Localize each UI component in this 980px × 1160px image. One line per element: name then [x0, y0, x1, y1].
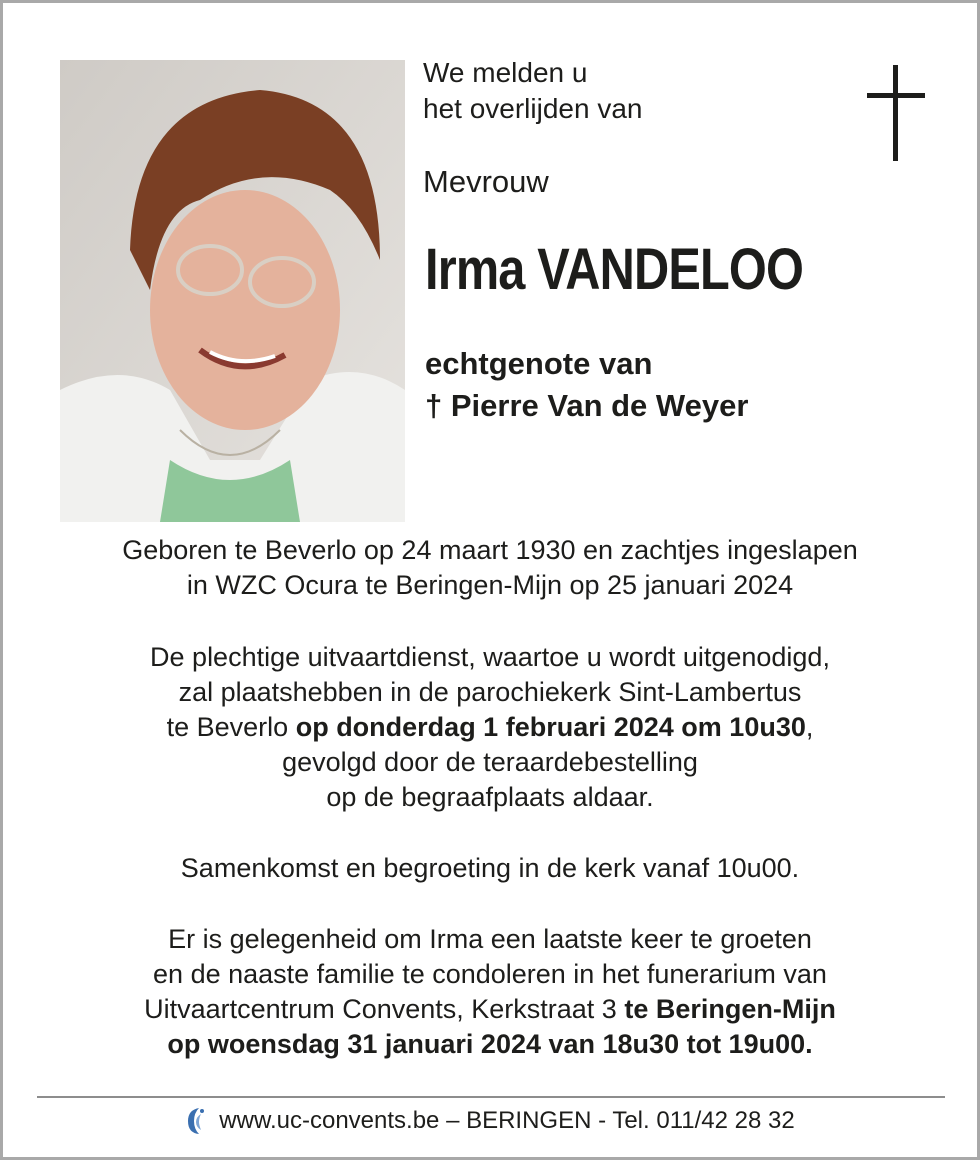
- farewell-line-3: [3, 992, 977, 1027]
- service-place: te Beverlo: [166, 712, 296, 742]
- farewell-location: te Beringen-Mijn: [624, 994, 836, 1024]
- footer: [3, 1103, 977, 1139]
- service-line-1: De plechtige uitvaartdienst, waartoe u wordt uitgenodigd,: [150, 642, 830, 672]
- farewell-info: [3, 922, 977, 1062]
- deceased-name: Irma VANDELOO: [425, 237, 804, 302]
- birth-line-1: Geboren te Beverlo op 24 maart 1930 en zachtjes ingeslapen: [122, 535, 858, 565]
- farewell-datetime: op woensdag 31 januari 2024 van 18u30 tot 19u00.: [167, 1029, 813, 1059]
- footer-divider: [37, 1096, 945, 1098]
- spouse-line-2: † Pierre Van de Weyer: [425, 388, 749, 423]
- portrait-photo: [60, 60, 405, 522]
- gathering-info: [3, 851, 977, 886]
- farewell-address: Uitvaartcentrum Convents, Kerkstraat 3: [144, 994, 625, 1024]
- farewell-line-1: Er is gelegenheid om Irma een laatste keer te groeten: [168, 924, 812, 954]
- intro-line-2: het overlijden van: [423, 93, 643, 124]
- gathering-line: Samenkomst en begroeting in de kerk vanaf 10u00.: [180, 853, 800, 883]
- spouse-line-1: echtgenote van: [425, 346, 653, 381]
- birth-death-info: [3, 533, 977, 603]
- honorific: Mevrouw: [423, 164, 549, 199]
- latin-cross-icon: [867, 65, 925, 161]
- service-line-5: op de begraafplaats aldaar.: [326, 782, 654, 812]
- service-line-4: gevolgd door de teraardebestelling: [282, 747, 698, 777]
- service-comma: ,: [805, 712, 814, 742]
- spouse-info: [425, 343, 748, 427]
- announcement-intro: [423, 55, 642, 127]
- footer-contact[interactable]: www.uc-convents.be – BERINGEN - Tel. 011/42 28 32: [219, 1107, 795, 1134]
- uc-convents-logo-icon: [185, 1105, 207, 1137]
- birth-line-2: in WZC Ocura te Beringen-Mijn op 25 januari 2024: [186, 570, 794, 600]
- farewell-line-2: en de naaste familie te condoleren in het funerarium van: [153, 959, 827, 989]
- service-datetime: op donderdag 1 februari 2024 om 10u30: [295, 712, 806, 742]
- funeral-service-info: [3, 640, 977, 815]
- intro-line-1: We melden u: [423, 57, 588, 88]
- service-line-2: zal plaatshebben in de parochiekerk Sint-Lambertus: [178, 677, 802, 707]
- service-line-3: [3, 710, 977, 745]
